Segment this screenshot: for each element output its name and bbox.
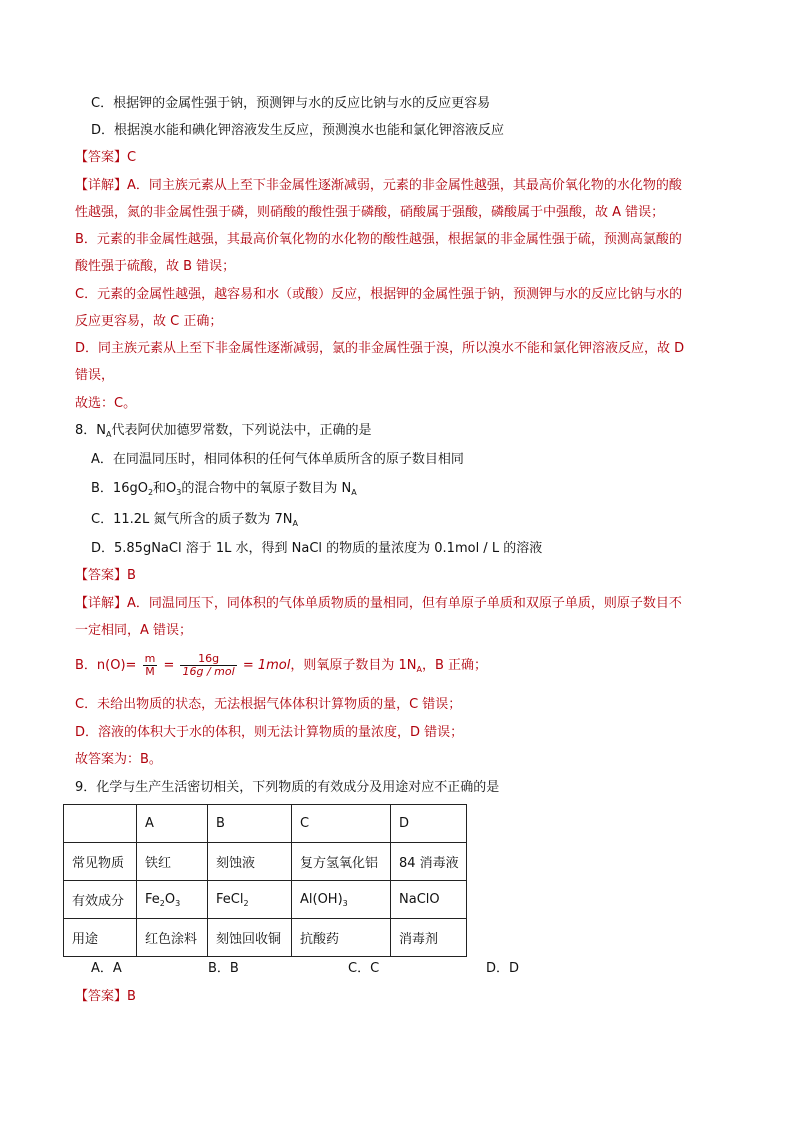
- detail-text: A．同主族元素从上至下非金属性逐渐减弱，元素的非金属性越强，其最高价氧化物的水化物的酸: [127, 178, 682, 193]
- q9-choice-d: D．D: [486, 961, 520, 976]
- subscript: 3: [175, 898, 181, 908]
- formula-text: O: [164, 891, 176, 907]
- option-text: C．11.2L 氮气所含的质子数为 7N: [91, 512, 293, 527]
- table-cell: NaClO: [391, 881, 467, 919]
- table-row: [64, 843, 467, 881]
- table-cell: 红色涂料: [137, 919, 208, 957]
- subscript: 3: [342, 898, 348, 908]
- q8-answer: [75, 567, 136, 585]
- q7-detail-2b: 酸性强于硫酸，故 B 错误；: [75, 259, 236, 274]
- q7-detail-1a: [75, 177, 682, 195]
- subscript: A: [106, 430, 112, 439]
- fraction-mass-over-molar: [180, 653, 236, 678]
- table-cell: [292, 881, 391, 919]
- equals-sign: =: [163, 658, 175, 673]
- q8-detail-2: [75, 652, 487, 684]
- table-cell: A: [137, 805, 208, 843]
- table-cell: 铁红: [137, 843, 208, 881]
- table-cell: 84 消毒液: [391, 843, 467, 881]
- q8-option-b: [91, 480, 357, 502]
- numerator: 16g: [180, 653, 236, 666]
- option-text: B．16gO: [91, 481, 148, 496]
- q7-detail-3a: C．元素的金属性越强，越容易和水（或酸）反应，根据钾的金属性强于钠，预测钾与水的反应比钠与水的: [75, 287, 683, 302]
- q8-detail-1b: 一定相同，A 错误；: [75, 623, 193, 638]
- table-cell: 刻蚀液: [208, 843, 292, 881]
- numerator: m: [144, 652, 156, 665]
- q8-option-c: [91, 511, 298, 533]
- table-cell: 常见物质: [64, 843, 137, 881]
- q7-option-d: D．根据溴水能和碘化钾溶液发生反应，预测溴水也能和氯化钾溶液反应: [91, 123, 505, 138]
- q8-stem: [75, 422, 372, 444]
- formula-text: Fe: [145, 891, 160, 907]
- answer-tag: 【答案】: [75, 568, 128, 583]
- q8-option-d: D．5.85gNaCl 溶于 1L 水，得到 NaCl 的物质的量浓度为 0.1mol / L 的溶液: [91, 541, 543, 556]
- q7-conclusion: 故选：C。: [75, 396, 137, 411]
- q7-detail-2a: B．元素的非金属性越强，其最高价氧化物的水化物的酸性越强，根据氯的非金属性强于硫，预测高氯酸的: [75, 232, 682, 247]
- table-cell: 抗酸药: [292, 919, 391, 957]
- stem-text: 代表阿伏加德罗常数，下列说法中，正确的是: [111, 423, 372, 438]
- denominator: 16g / mol: [182, 665, 235, 678]
- q7-detail-4b: 错误，: [75, 368, 115, 383]
- table-cell: C: [292, 805, 391, 843]
- q8-detail-3: C．未给出物质的状态，无法根据气体体积计算物质的量，C 错误；: [75, 697, 462, 712]
- answer-tag: 【答案】: [75, 150, 128, 165]
- denominator: M: [145, 665, 155, 678]
- detail-tag: 【详解】: [75, 178, 128, 193]
- q8-conclusion: 故答案为：B。: [75, 752, 162, 767]
- table-cell: 用途: [64, 919, 137, 957]
- q9-choice-a: A．A: [91, 961, 122, 976]
- fraction-m-over-m: [143, 653, 158, 678]
- subscript: 2: [147, 488, 154, 497]
- table-row: [64, 919, 467, 957]
- q9-stem: 9．化学与生产生活密切相关，下列物质的有效成分及用途对应不正确的是: [75, 780, 500, 795]
- q9-choice-b: B．B: [208, 961, 239, 976]
- q9-answer: [75, 988, 136, 1006]
- formula-text: B．n(O)=: [75, 658, 137, 673]
- answer-value: B: [127, 568, 136, 583]
- na-symbol: N: [96, 423, 107, 438]
- table-cell: 消毒剂: [391, 919, 467, 957]
- subscript: 3: [176, 488, 182, 497]
- detail-text: ，则氧原子数目为 1N: [290, 658, 417, 673]
- substance-table: [63, 804, 467, 957]
- subscript: A: [292, 519, 299, 528]
- table-cell: 刻蚀回收铜: [208, 919, 292, 957]
- table-cell: [137, 881, 208, 919]
- table-cell: 有效成分: [64, 881, 137, 919]
- subscript: A: [416, 665, 422, 674]
- table-cell: [64, 805, 137, 843]
- formula-text: FeCl: [216, 891, 244, 907]
- answer-value: B: [127, 989, 136, 1004]
- formula-result: = 1mol: [242, 658, 291, 673]
- subscript: 2: [243, 898, 249, 908]
- table-row: [64, 805, 467, 843]
- answer-value: C: [127, 150, 137, 165]
- q8-detail-1a: [75, 595, 682, 613]
- q7-detail-4a: D．同主族元素从上至下非金属性逐渐减弱，氯的非金属性强于溴，所以溴水不能和氯化钾溶液反应，故 D: [75, 341, 685, 356]
- detail-text: A．同温同压下，同体积的气体单质物质的量相同，但有单原子单质和双原子单质，则原子数目不: [127, 596, 682, 611]
- q7-answer: [75, 149, 136, 167]
- option-text: 和O: [153, 481, 177, 496]
- table-cell: 复方氢氧化铝: [292, 843, 391, 881]
- subscript: 2: [159, 898, 165, 908]
- formula-text: Al(OH): [300, 891, 343, 907]
- table-cell: B: [208, 805, 292, 843]
- q7-detail-3b: 反应更容易，故 C 正确；: [75, 314, 223, 329]
- table-cell: D: [391, 805, 467, 843]
- subscript: A: [351, 488, 357, 497]
- q8-option-a: A．在同温同压时，相同体积的任何气体单质所含的原子数目相同: [91, 452, 464, 467]
- detail-text: ，B 正确；: [421, 658, 488, 673]
- q7-detail-1b: 性越强，氮的非金属性强于磷，则硝酸的酸性强于磷酸，硝酸属于强酸，磷酸属于中强酸，故 A 错误；: [75, 205, 665, 220]
- answer-tag: 【答案】: [75, 989, 128, 1004]
- table-row: [64, 881, 467, 919]
- q8-detail-4: D．溶液的体积大于水的体积，则无法计算物质的量浓度，D 错误；: [75, 725, 464, 740]
- q9-choice-c: C．C: [348, 961, 380, 976]
- table-cell: [208, 881, 292, 919]
- option-text: 的混合物中的氧原子数目为 N: [181, 481, 352, 496]
- q7-option-c: C．根据钾的金属性强于钠，预测钾与水的反应比钠与水的反应更容易: [91, 96, 491, 111]
- detail-tag: 【详解】: [75, 596, 128, 611]
- question-number: 8．: [75, 423, 97, 438]
